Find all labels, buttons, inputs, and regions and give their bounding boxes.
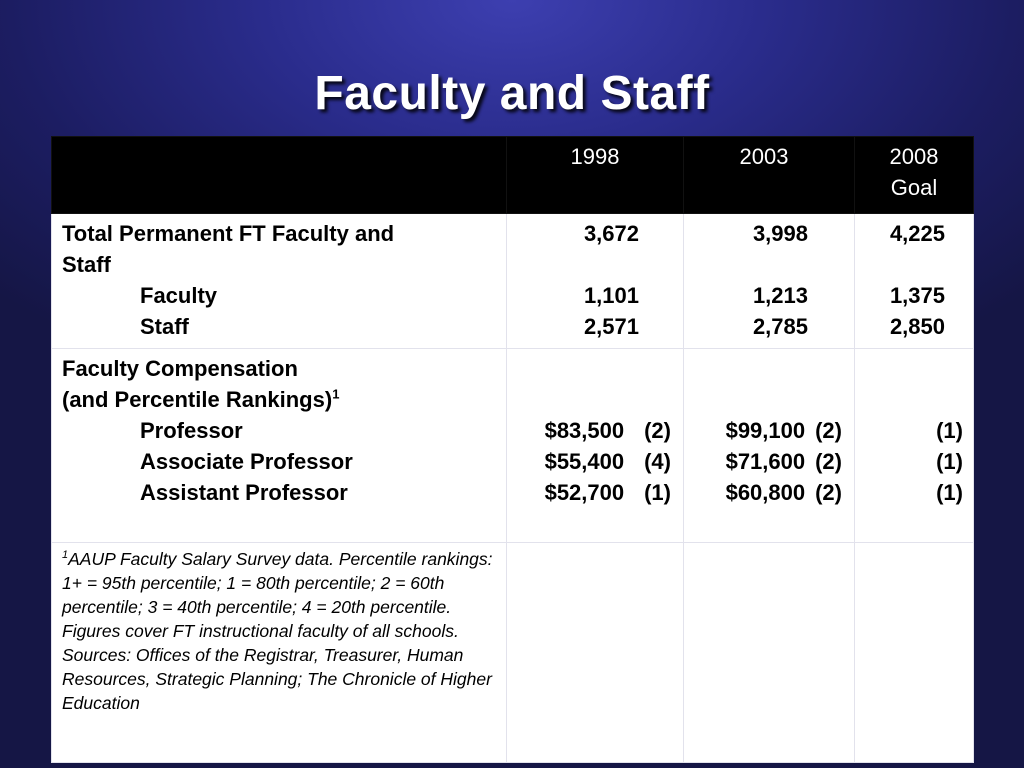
associate-professor-2003-amount: $71,600 bbox=[725, 449, 806, 474]
faculty-1998: 1,101 bbox=[583, 283, 639, 308]
compensation-2003-cell bbox=[684, 349, 855, 543]
slide-title: Faculty and Staff bbox=[314, 67, 710, 120]
professor-1998-rank: (2) bbox=[644, 418, 671, 443]
footnote-row bbox=[52, 543, 974, 763]
compensation-label-line1: Faculty Compensation bbox=[62, 356, 298, 381]
total-2003: 3,998 bbox=[752, 221, 808, 246]
spacer bbox=[861, 353, 963, 384]
faculty-2003: 1,213 bbox=[752, 283, 808, 308]
total-1998: 3,672 bbox=[583, 221, 639, 246]
headcount-label-cell bbox=[52, 214, 507, 349]
associate-professor-1998-amount: $55,400 bbox=[544, 449, 625, 474]
headcount-2008-cell bbox=[855, 214, 974, 349]
assistant-professor-1998-amount: $52,700 bbox=[544, 480, 625, 505]
assistant-professor-2003-rank: (2) bbox=[815, 480, 842, 505]
spacer bbox=[861, 249, 961, 280]
staff-label: Staff bbox=[140, 314, 189, 339]
header-2003 bbox=[684, 137, 855, 214]
header-1998 bbox=[507, 137, 684, 214]
compensation-label-line2: (and Percentile Rankings) bbox=[62, 387, 333, 412]
staff-2003: 2,785 bbox=[752, 314, 808, 339]
associate-professor-1998-rank: (4) bbox=[644, 449, 671, 474]
headcount-1998-cell bbox=[507, 214, 684, 349]
spacer bbox=[513, 249, 671, 280]
associate-professor-label: Associate Professor bbox=[140, 449, 353, 474]
associate-professor-1998 bbox=[513, 446, 671, 477]
spacer bbox=[513, 353, 671, 384]
spacer bbox=[513, 384, 671, 415]
professor-2008-rank: (1) bbox=[936, 418, 963, 443]
assistant-professor-2003-amount: $60,800 bbox=[725, 480, 806, 505]
assistant-professor-label: Assistant Professor bbox=[140, 480, 348, 505]
faculty-staff-table bbox=[51, 136, 974, 763]
footnote-marker: 1 bbox=[332, 386, 340, 402]
faculty-label: Faculty bbox=[140, 283, 218, 308]
header-row bbox=[52, 137, 974, 214]
spacer bbox=[690, 384, 842, 415]
professor-1998 bbox=[513, 415, 671, 446]
spacer bbox=[690, 353, 842, 384]
associate-professor-2008-rank: (1) bbox=[936, 449, 963, 474]
headcount-label-line1: Total Permanent FT Faculty and bbox=[62, 221, 395, 246]
headcount-2003-cell bbox=[684, 214, 855, 349]
footnote-cell bbox=[52, 543, 507, 763]
compensation-label-cell bbox=[52, 349, 507, 543]
professor-label: Professor bbox=[140, 418, 243, 443]
assistant-professor-2003 bbox=[690, 477, 842, 508]
header-2003-text: 2003 bbox=[739, 144, 789, 169]
total-2008: 4,225 bbox=[889, 221, 945, 246]
professor-1998-amount: $83,500 bbox=[544, 418, 625, 443]
professor-2003 bbox=[690, 415, 842, 446]
associate-professor-2003 bbox=[690, 446, 842, 477]
assistant-professor-1998-rank: (1) bbox=[644, 480, 671, 505]
footnote-empty-2008 bbox=[855, 543, 974, 763]
header-2008-line2: Goal bbox=[890, 175, 938, 200]
footnote-cell-marker: 1 bbox=[62, 549, 69, 562]
associate-professor-2003-rank: (2) bbox=[815, 449, 842, 474]
compensation-2008-cell bbox=[855, 349, 974, 543]
footnote-empty-1998 bbox=[507, 543, 684, 763]
headcount-row bbox=[52, 214, 974, 349]
compensation-row bbox=[52, 349, 974, 543]
header-label-column bbox=[52, 137, 507, 214]
footnote-text: AAUP Faculty Salary Survey data. Percentile rankings: 1+ = 95th percentile; 1 = 80th percentile; 2 = 60th percentile; 3 = 40th percentile; 4 = 20th percentile. Figures cover FT instructional faculty of all schools. Sources: Offices of the Registrar, Treasurer, Human Resources, Strategic Planning; The Chronicle of Higher Education bbox=[62, 549, 493, 713]
headcount-label-line2: Staff bbox=[62, 252, 111, 277]
compensation-label-line2-wrap bbox=[62, 384, 496, 415]
header-1998-text: 1998 bbox=[570, 144, 620, 169]
staff-2008: 2,850 bbox=[889, 314, 945, 339]
professor-2003-amount: $99,100 bbox=[725, 418, 806, 443]
footnote-empty-2003 bbox=[684, 543, 855, 763]
spacer bbox=[690, 249, 842, 280]
assistant-professor-1998 bbox=[513, 477, 671, 508]
spacer bbox=[861, 384, 963, 415]
compensation-1998-cell bbox=[507, 349, 684, 543]
assistant-professor-2008-rank: (1) bbox=[936, 480, 963, 505]
professor-2003-rank: (2) bbox=[815, 418, 842, 443]
faculty-2008: 1,375 bbox=[889, 283, 945, 308]
header-2008-goal bbox=[855, 137, 974, 214]
header-2008-line1: 2008 bbox=[889, 144, 939, 169]
staff-1998: 2,571 bbox=[583, 314, 639, 339]
